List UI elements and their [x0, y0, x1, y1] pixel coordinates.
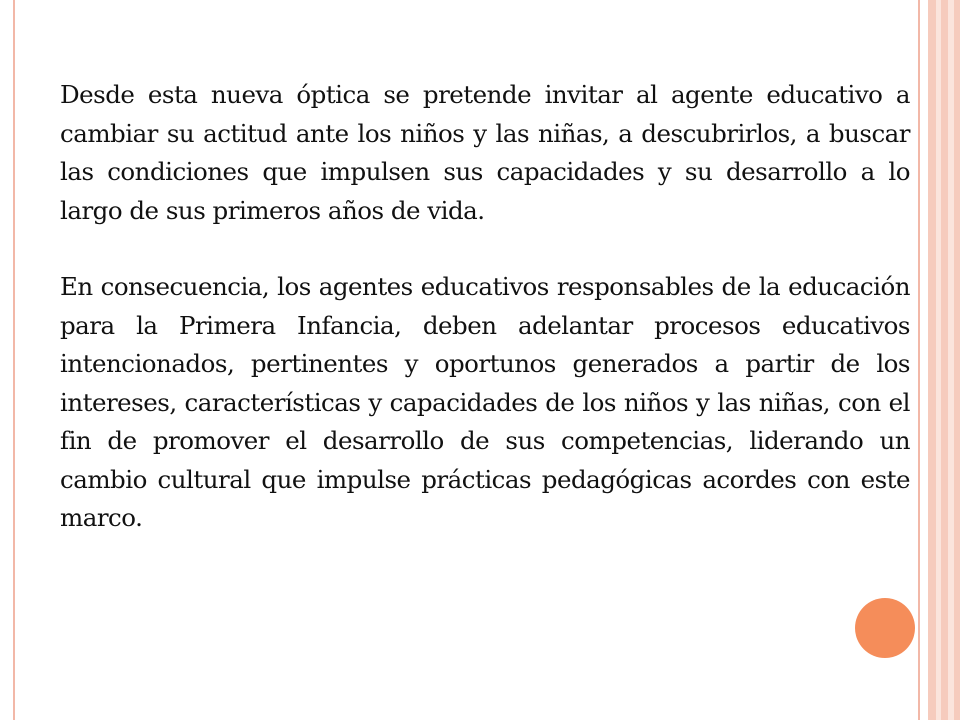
decorative-stripe-bar: [928, 0, 960, 720]
decorative-orange-circle: [855, 598, 915, 658]
paragraph-2: En consecuencia, los agentes educativos responsables de la educación para la Primera Infancia, deben adelantar procesos educativos intencionados, pertinentes y oportunos generados a partir de los intereses, características y capacidades de los niños y las niñas, con el fin de promover el desarrollo de sus competencias, liderando un cambio cultural que impulse prácticas pedagógicas acordes con este marco.: [60, 272, 910, 532]
left-border-line: [13, 0, 15, 720]
slide-body: [60, 76, 910, 538]
right-border-line: [918, 0, 920, 720]
paragraph-1: Desde esta nueva óptica se pretende invitar al agente educativo a cambiar su actitud ante los niños y las niñas, a descubrirlos, a buscar las condiciones que impulsen sus capacidades y su desarrollo a lo largo de sus primeros años de vida.: [60, 80, 910, 225]
